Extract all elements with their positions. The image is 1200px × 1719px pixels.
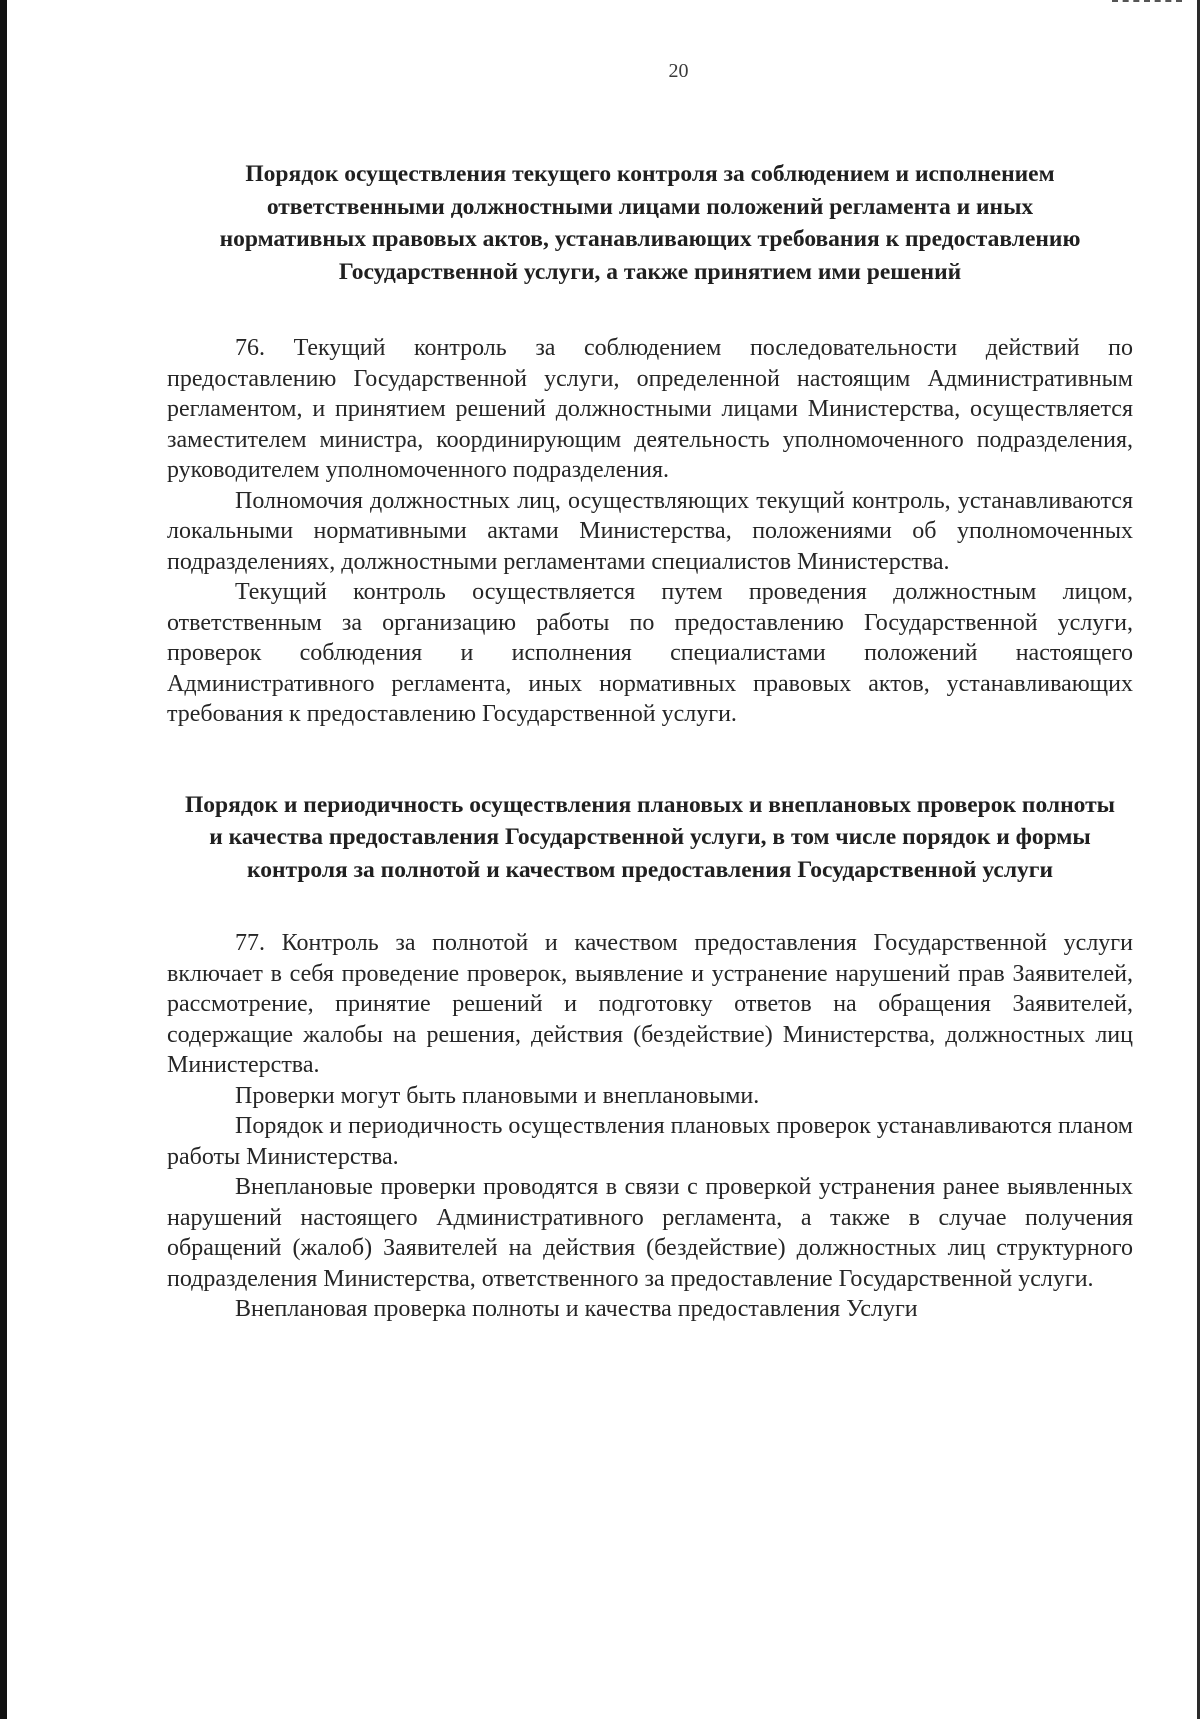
section-current-control [167,158,1133,730]
paragraph: Порядок и периодичность осуществления плановых проверок устанавливаются планом работы Министерства. [167,1113,1133,1170]
section-heading: Порядок и периодичность осуществления плановых и внеплановых проверок полноты и качества предоставления Государственной услуги, в том числе порядок и формы контроля за полнотой и качеством предоставления Государственной услуги [185,791,1115,883]
document-body [167,158,1133,1325]
paragraph: Полномочия должностных лиц, осуществляющих текущий контроль, устанавливаются локальными нормативными актами Министерства, положениями об уполномоченных подразделениях, должностными регламентами специалистов Министерства. [167,487,1133,575]
scan-artifact [1112,0,1182,5]
paragraph: Внеплановые проверки проводятся в связи с проверкой устранения ранее выявленных нарушений настоящего Административного регламента, а также в случае получения обращений (жалоб) Заявителей на действия (бездействие) должностных лиц структурного подразделения Министерства, ответственного за предоставление Государственной услуги. [167,1174,1133,1292]
scan-border-left [0,0,7,1719]
paragraph: 77. Контроль за полнотой и качеством предоставления Государственной услуги включает в себя проведение проверок, выявление и устранение нарушений прав Заявителей, рассмотрение, принятие решений и подготовку ответов на обращения Заявителей, содержащие жалобы на решения, действия (бездействие) Министерства, должностных лиц Министерства. [167,930,1133,1078]
page-number: 20 [668,60,689,82]
section-inspections [167,789,1133,1325]
paragraph: Внеплановая проверка полноты и качества предоставления Услуги [235,1296,918,1322]
section-heading: Порядок осуществления текущего контроля за соблюдением и исполнением ответственными должностными лицами положений регламента и иных нормативных правовых актов, устанавливающих требования к предоставлению Государственной услуги, а также принятием ими решений [219,161,1081,285]
paragraph: 76. Текущий контроль за соблюдением последовательности действий по предоставлению Государственной услуги, определенной настоящим Административным регламентом, и принятием решений должностными лицами Министерства, осуществляется заместителем министра, координирующим деятельность уполномоченного подразделения, руководителем уполномоченного подразделения. [167,335,1133,483]
paragraph: Текущий контроль осуществляется путем проведения должностным лицом, ответственным за организацию работы по предоставлению Государственной услуги, проверок соблюдения и исполнения специалистами положений настоящего Административного регламента, иных нормативных правовых актов, устанавливающих требования к предоставлению Государственной услуги. [167,579,1133,727]
paragraph: Проверки могут быть плановыми и внеплановыми. [235,1082,760,1109]
